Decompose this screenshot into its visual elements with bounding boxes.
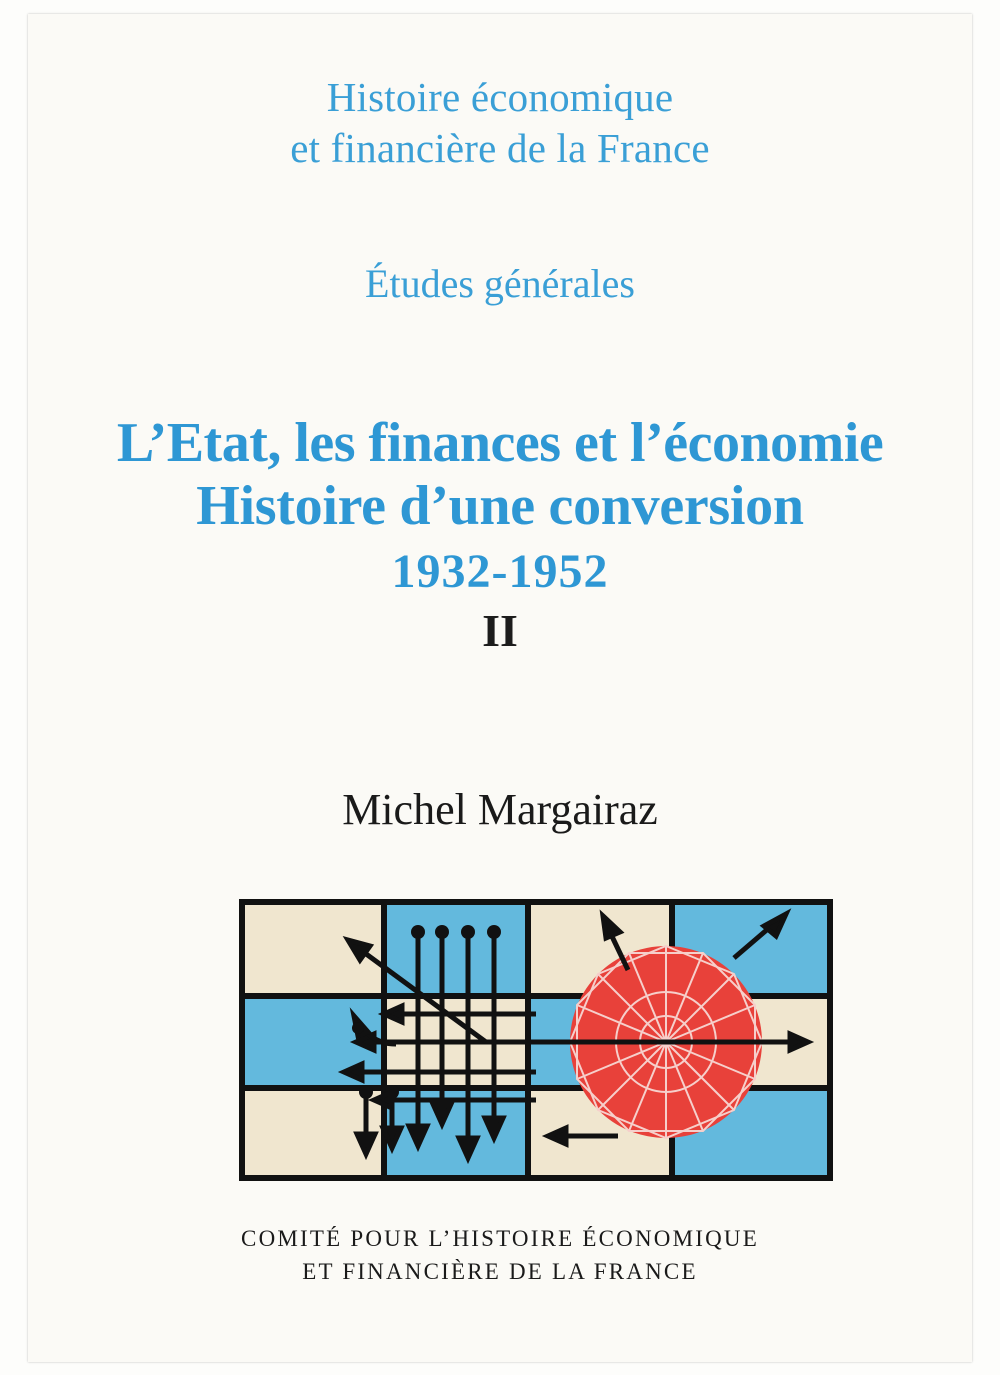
cover-emblem-illustration (236, 896, 836, 1184)
publisher-line1: COMITÉ POUR L’HISTOIRE ÉCONOMIQUE (241, 1226, 759, 1251)
author-name: Michel Margairaz (342, 785, 658, 834)
series-title (28, 72, 972, 175)
main-title (28, 412, 972, 657)
main-title-line1: L’Etat, les finances et l’économie (116, 412, 884, 474)
publisher-name (28, 1222, 972, 1289)
series-title-line2: et financière de la France (290, 125, 710, 172)
subseries-title: Études générales (365, 261, 635, 306)
series-title-line1: Histoire économique (326, 74, 674, 120)
main-title-years: 1932-1952 (391, 545, 609, 599)
volume-number: II (482, 605, 518, 657)
main-title-line2: Histoire d’une conversion (196, 474, 804, 537)
cover-sheet (28, 14, 972, 1362)
publisher-line2: ET FINANCIÈRE DE LA FRANCE (302, 1259, 698, 1285)
